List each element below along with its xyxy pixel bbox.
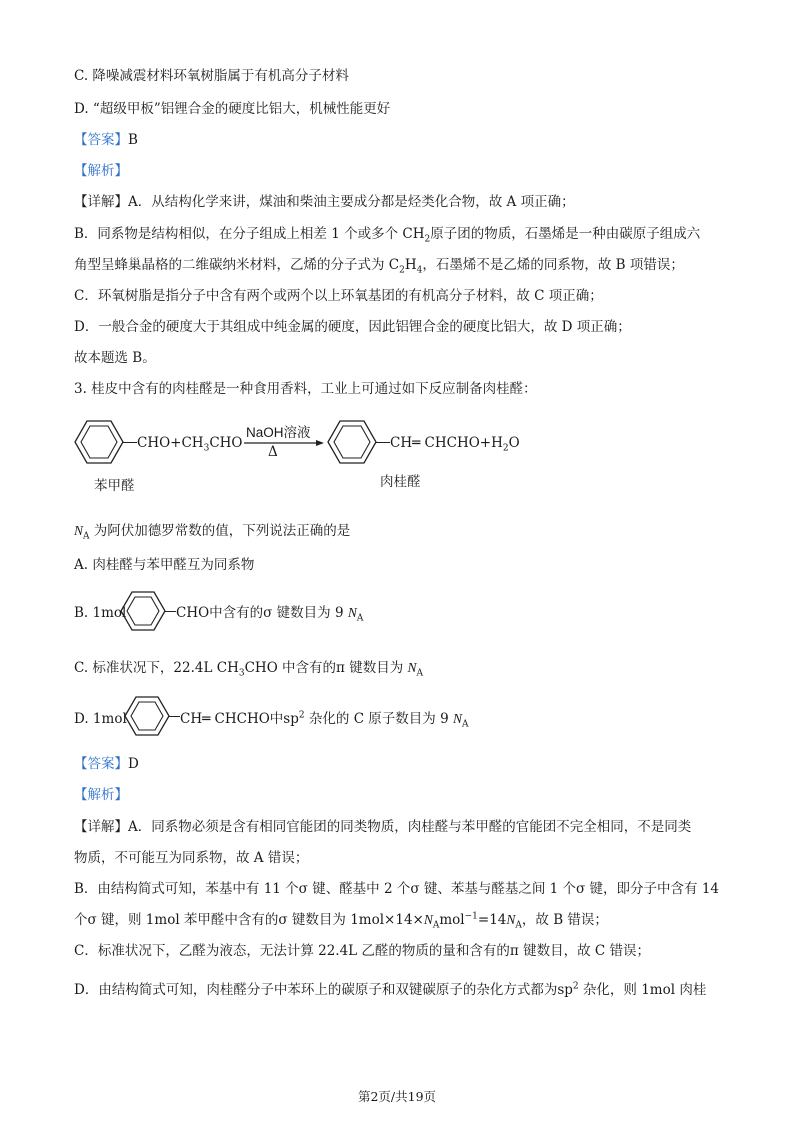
explain-a-line-2: 物质，不可能互为同系物，故 A 错误； [74, 850, 309, 866]
option-b-ring [120, 590, 168, 634]
cinnamaldehyde-label: 肉桂醛 [380, 474, 421, 490]
detail-b-line-1: B．同系物是结构相似，在分子组成上相差 1 个或多个 $CH_2$原子团的物质，石墨烯是一种由碳原子组成六 [74, 226, 701, 245]
answer-1 [74, 131, 138, 149]
na-statement: $N_A$ 为阿伏加德罗常数的值，下列说法正确的是 [74, 523, 351, 542]
reactants-text: $CHO+CH_3CHO$ [137, 435, 243, 454]
explain-d-line: D．由结构简式可知，肉桂醛分子中苯环上的碳原子和双键碳原子的杂化方式都为$sp^2$ 杂化，则 1mol 肉桂 [74, 981, 707, 998]
cinnamaldehyde-ring [327, 418, 379, 468]
question-3: 3. 桂皮中含有的肉桂醛是一种食用香料，工业上可通过如下反应制备肉桂醛： [74, 381, 537, 397]
option-d-text: CH═ CHCHO中$sp^2$ 杂化的 C 原子数目为 9 $N_A$ [180, 710, 469, 730]
conclusion-line: 故本题选 B。 [74, 350, 156, 366]
answer-value: B [128, 132, 138, 148]
detail-d-line: D．一般合金的硬度大于其组成中纯金属的硬度，因此铝锂合金的硬度比铝大，故 D 项正确； [74, 319, 631, 335]
condition-top: NaOH溶液 [246, 425, 311, 440]
reaction-arrow [244, 440, 326, 454]
option-d-line: D. “超级甲板”铝锂合金的硬度比铝大，机械性能更好 [74, 101, 391, 117]
analysis-label-1: 【解析】 [74, 163, 128, 179]
benzaldehyde-label: 苯甲醛 [94, 478, 135, 494]
option-b-prefix: B. 1mol [74, 605, 127, 621]
option-c-line: C. 降噪减震材料环氧树脂属于有机高分子材料 [74, 68, 349, 84]
bond [376, 442, 390, 443]
option-a: A. 肉桂醛与苯甲醛互为同系物 [74, 557, 255, 573]
condition-bottom: Δ [268, 444, 278, 460]
detail-c-line: C．环氧树脂是指分子中含有两个或两个以上环氧基团的有机高分子材料，故 C 项正确； [74, 288, 603, 304]
option-d-prefix: D. 1mol [74, 711, 127, 727]
detail-b-line-2: 角型呈蜂巢晶格的二维碳纳米材料，乙烯的分子式为 $C_2H_4$，石墨烯不是乙烯的同系物，故 B 项错误； [74, 257, 684, 276]
option-b-text: CHO中含有的σ 键数目为 9 $N_A$ [176, 605, 364, 624]
explain-b-line-2: 个σ 键，则 1mol 苯甲醛中含有的σ 键数目为 $1mol\times 14\times N_Amol^{-1}=14N_A$，故 B 错误； [74, 911, 608, 931]
bond [123, 442, 137, 443]
option-d-ring [124, 695, 172, 739]
detail-label: 【详解】 [74, 194, 128, 210]
explain-a-line-1: 【详解】A．同系物必须是含有相同官能团的同类物质，肉桂醛与苯甲醛的官能团不完全相同，不是同类 [74, 819, 692, 835]
explain-c-line: C．标准状况下，乙醛为液态，无法计算 22.4L 乙醛的物质的量和含有的π 键数目，故 C 错误； [74, 943, 651, 959]
detail-text: A．从结构化学来讲，煤油和柴油主要成分都是烃类化合物，故 A 项正确； [128, 194, 575, 210]
bond [165, 611, 176, 612]
page-footer: 第2页/共19页 [357, 1089, 437, 1104]
analysis-label-2: 【解析】 [74, 787, 128, 803]
benzaldehyde-ring [74, 418, 126, 468]
explain-b-line-1: B．由结构简式可知，苯基中有 11 个σ 键、醛基中 2 个σ 键、苯基与醛基之间 1 个σ 键，即分子中含有 14 [74, 881, 720, 897]
option-c: C. 标准状况下，22.4L $CH_3CHO$ 中含有的π 键数目为 $N_A$ [74, 660, 424, 679]
answer-2: 【答案】D [74, 756, 139, 772]
products-text: CH═ $CHCHO+H_2O$ [390, 435, 520, 454]
bond [169, 716, 180, 717]
detail-a-line [74, 193, 575, 211]
answer-label: 【答案】 [74, 132, 128, 148]
